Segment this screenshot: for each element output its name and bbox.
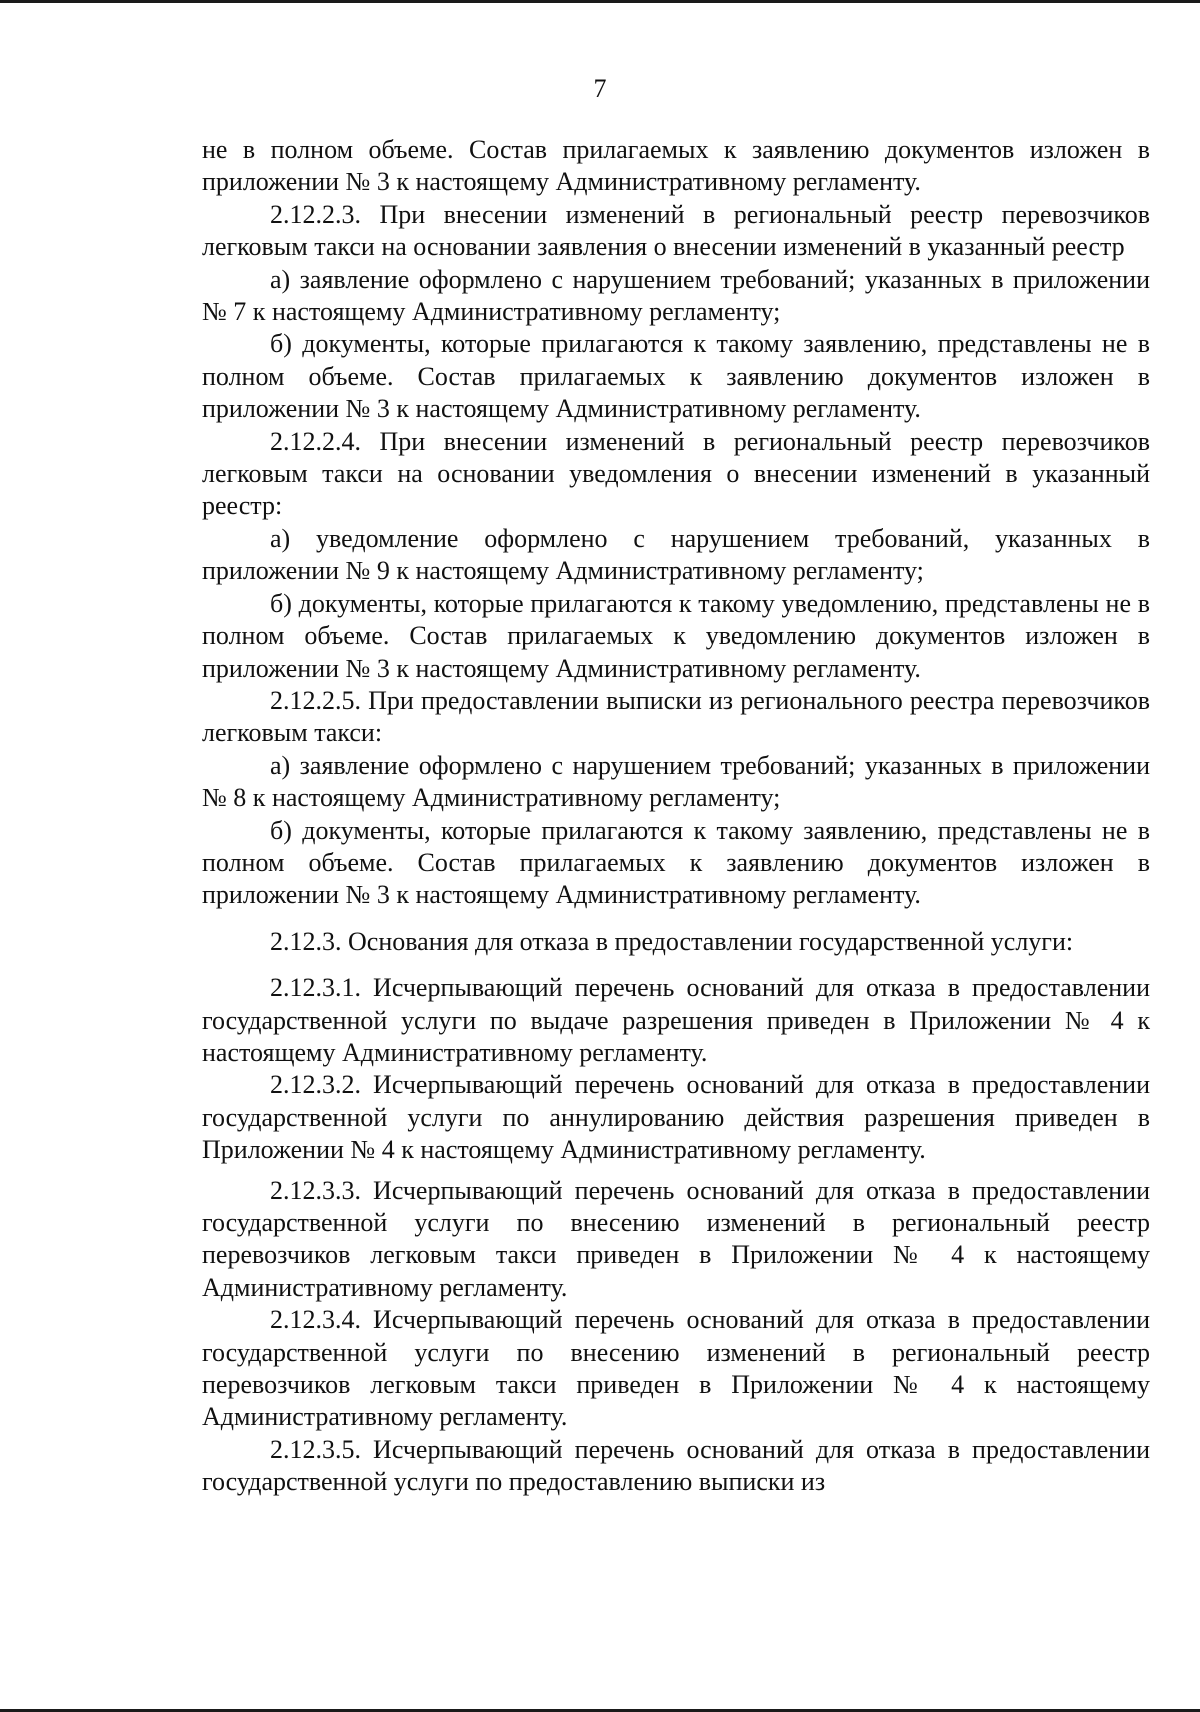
document-body bbox=[202, 134, 1150, 1499]
paragraph-2-12-3-4: 2.12.3.4. Исчерпывающий перечень оснований для отказа в предоставлении государственной услуги по внесению изменений в региональный реестр перевозчиков легковым такси приведен в Приложении № 4 к настоящему Административному регламенту. bbox=[202, 1305, 1150, 1432]
paragraph-2-12-3-2: 2.12.3.2. Исчерпывающий перечень оснований для отказа в предоставлении государственной услуги по аннулированию действия разрешения приведен в Приложении № 4 к настоящему Административному регламенту. bbox=[202, 1070, 1150, 1165]
paragraph-2-12-2-5: 2.12.2.5. При предоставлении выписки из регионального реестра перевозчиков легковым такси: bbox=[202, 685, 1150, 748]
paragraph-2-12-2-3-a: а) заявление оформлено с нарушением требований; указанных в приложении № 7 к настоящему Административному регламенту; bbox=[202, 264, 1150, 327]
paragraph-continuation: не в полном объеме. Состав прилагаемых к заявлению документов изложен в приложении № 3 к настоящему Административному регламенту. bbox=[202, 135, 1150, 197]
paragraph-2-12-2-4: 2.12.2.4. При внесении изменений в региональный реестр перевозчиков легковым такси на основании уведомления о внесении изменений в указанный реестр: bbox=[202, 426, 1150, 521]
paragraph-2-12-2-5-b: б) документы, которые прилагаются к такому заявлению, представлены не в полном объеме. Состав прилагаемых к заявлению документов изложен в приложении № 3 к настоящему Административному регламенту. bbox=[202, 815, 1150, 910]
paragraph-2-12-2-5-a: а) заявление оформлено с нарушением требований; указанных в приложении № 8 к настоящему Административному регламенту; bbox=[202, 750, 1150, 813]
paragraph-2-12-3-1: 2.12.3.1. Исчерпывающий перечень оснований для отказа в предоставлении государственной услуги по выдаче разрешения приведен в Приложении № 4 к настоящему Административному регламенту. bbox=[202, 973, 1150, 1067]
paragraph-2-12-3: 2.12.3. Основания для отказа в предоставлении государственной услуги: bbox=[270, 926, 1074, 956]
paragraph-2-12-2-3-b: б) документы, которые прилагаются к такому заявлению, представлены не в полном объеме. Состав прилагаемых к заявлению документов изложен в приложении № 3 к настоящему Административному регламенту. bbox=[202, 329, 1150, 424]
page-number: 7 bbox=[593, 74, 607, 103]
paragraph-2-12-3-3: 2.12.3.3. Исчерпывающий перечень оснований для отказа в предоставлении государственной услуги по внесению изменений в региональный реестр перевозчиков легковым такси приведен в Приложении № 4 к настоящему Административному регламенту. bbox=[202, 1175, 1150, 1302]
paragraph-2-12-2-4-a: а) уведомление оформлено с нарушением требований, указанных в приложении № 9 к настоящему Административному регламенту; bbox=[202, 523, 1150, 586]
scan-top-edge bbox=[0, 0, 1200, 3]
paragraph-2-12-3-5: 2.12.3.5. Исчерпывающий перечень оснований для отказа в предоставлении государственной услуги по предоставлению выписки из bbox=[202, 1434, 1150, 1497]
paragraph-2-12-2-3: 2.12.2.3. При внесении изменений в региональный реестр перевозчиков легковым такси на основании заявления о внесении изменений в указанный реестр bbox=[202, 199, 1150, 262]
paragraph-2-12-2-4-b: б) документы, которые прилагаются к такому уведомлению, представлены не в полном объеме. Состав прилагаемых к уведомлению документов изложен в приложении № 3 к настоящему Административному регламенту. bbox=[202, 588, 1150, 683]
